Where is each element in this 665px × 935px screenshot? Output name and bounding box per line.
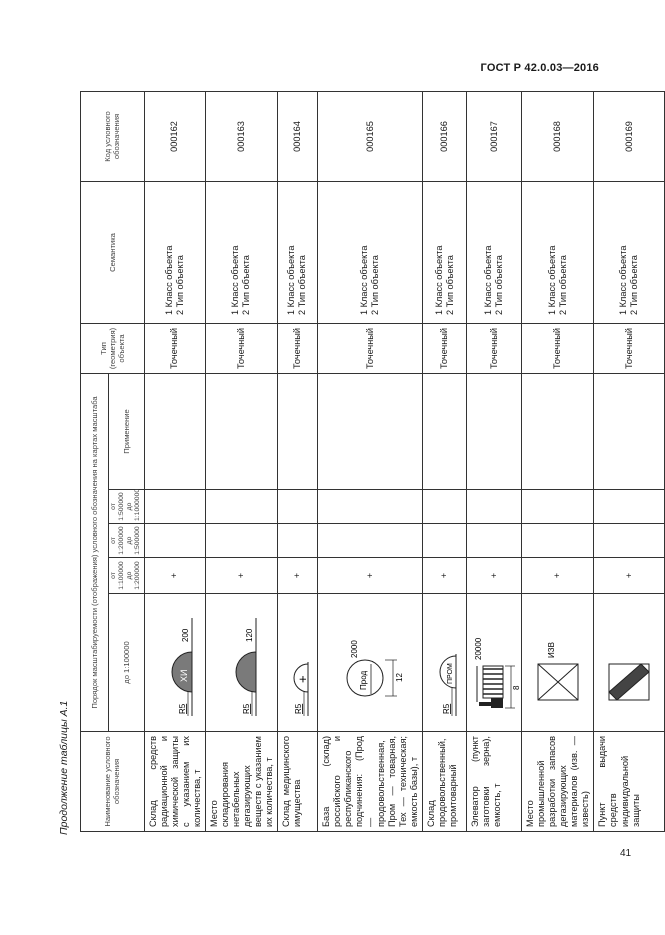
scale-2-mark: + <box>317 558 422 594</box>
semantics-cell <box>423 181 467 323</box>
geometry-cell: Точечный <box>467 323 522 373</box>
semantic-class: 1 Класс объекта <box>618 245 629 315</box>
scale-3-cell <box>594 524 665 558</box>
scale-2-mark: + <box>144 558 205 594</box>
caption-container <box>54 95 74 835</box>
scale-3-cell <box>205 524 277 558</box>
protective-equipment-icon <box>601 603 657 723</box>
semantic-class: 1 Класс объекта <box>286 245 297 315</box>
symbol-cell <box>522 594 594 732</box>
semantic-class: 1 Класс объекта <box>163 245 174 315</box>
symbol-name: Место складирования нетабельных дегазирующих веществ с указанием их количества, т <box>205 732 277 832</box>
dimension-label: 8 <box>512 686 522 691</box>
capacity-value: 200 <box>180 629 190 643</box>
symbol-cell <box>205 594 277 732</box>
scale-3-cell <box>522 524 594 558</box>
symbol-name: База (склад) российского и республиканского подчинения: (Прод — продовольственная, Пром — товарная, Тех — техническая; емкость базы), т <box>317 732 422 832</box>
symbol-name: Элеватор (пункт заготовки зерна), емкость, т <box>467 732 522 832</box>
semantics-cell <box>467 181 522 323</box>
header-note: Применение <box>109 373 145 489</box>
scale-2-mark: + <box>205 558 277 594</box>
note-cell <box>467 373 522 489</box>
scale-3-cell <box>317 524 422 558</box>
semantics-cell <box>522 181 594 323</box>
scale-4-cell <box>594 490 665 524</box>
symbol-cell <box>467 594 522 732</box>
base-warehouse-icon <box>335 603 405 723</box>
scale-2-mark: + <box>522 558 594 594</box>
code-cell: 000166 <box>423 91 467 181</box>
symbol-inner-text: Прод <box>359 671 369 691</box>
half-circle-degassing-icon <box>218 603 264 723</box>
code-cell: 000168 <box>522 91 594 181</box>
semantic-type: 2 Тип объекта <box>174 255 185 315</box>
table-row <box>144 91 205 831</box>
scale-2-mark: + <box>423 558 467 594</box>
note-cell <box>594 373 665 489</box>
semantics-cell <box>205 181 277 323</box>
semantic-class: 1 Класс объекта <box>433 245 444 315</box>
note-cell <box>205 373 277 489</box>
semantic-class: 1 Класс объекта <box>546 245 557 315</box>
note-cell <box>423 373 467 489</box>
table-caption: Продолжение таблицы А.1 <box>58 700 70 835</box>
symbol-cell <box>277 594 317 732</box>
geometry-cell: Точечный <box>594 323 665 373</box>
semantic-type: 2 Тип объекта <box>629 255 640 315</box>
semantics-cell <box>594 181 665 323</box>
scale-4-cell <box>522 490 594 524</box>
scale-4-cell <box>277 490 317 524</box>
table-container <box>80 92 641 832</box>
code-cell: 000167 <box>467 91 522 181</box>
medical-cross: + <box>295 675 311 684</box>
note-cell <box>277 373 317 489</box>
table-row <box>522 91 594 831</box>
geometry-cell: Точечный <box>423 323 467 373</box>
scale-2-mark: + <box>467 558 522 594</box>
scale-4-cell <box>317 490 422 524</box>
symbol-cell <box>423 594 467 732</box>
note-cell <box>522 373 594 489</box>
header-geometry: Тип (геометрия) объекта <box>81 323 145 373</box>
semantic-type: 2 Тип объекта <box>444 255 455 315</box>
symbol-name: Склад продовольственный, промтоварный <box>423 732 467 832</box>
header-name: Наименование условного обозначения <box>81 732 145 832</box>
table-row <box>277 91 317 831</box>
symbol-name: Склад медицинского имущества <box>277 732 317 832</box>
semantics-cell <box>317 181 422 323</box>
semantics-cell <box>144 181 205 323</box>
scale-3-cell <box>467 524 522 558</box>
table-row <box>205 91 277 831</box>
semantic-type: 2 Тип объекта <box>297 255 308 315</box>
capacity-value: 2000 <box>350 640 360 659</box>
geometry-cell: Точечный <box>144 323 205 373</box>
table-row <box>423 91 467 831</box>
header-scale-group: Порядок масштабируемости (отображения) условного обозначения на картах масштаба <box>81 373 109 731</box>
page-number: 41 <box>620 848 632 859</box>
table-row <box>594 91 665 831</box>
semantic-type: 2 Тип объекта <box>494 255 505 315</box>
symbol-cell <box>594 594 665 732</box>
elevator-icon <box>469 603 522 723</box>
code-cell: 000162 <box>144 91 205 181</box>
symbol-name: Пункт выдачи средств индивидуальной защиты <box>594 732 665 832</box>
symbols-table <box>80 91 665 832</box>
semantic-class: 1 Класс объекта <box>483 245 494 315</box>
header-row-1 <box>81 91 109 831</box>
scale-4-cell <box>467 490 522 524</box>
medical-warehouse-icon <box>280 603 314 723</box>
symbol-inner-text: ХИ <box>178 670 189 683</box>
symbol-name: Место промышленной разработки запасов дегазирующих материалов (изв. — известь) <box>522 732 594 832</box>
geometry-cell: Точечный <box>522 323 594 373</box>
header-semantics: Семантика <box>81 181 145 323</box>
crossed-box-icon <box>530 603 586 723</box>
symbol-inner-text: ПРОМ <box>446 663 454 685</box>
scale-4-cell <box>144 490 205 524</box>
symbol-cell <box>317 594 422 732</box>
scale-2-mark: + <box>277 558 317 594</box>
header-scale-1: до 1:100000 <box>109 594 145 732</box>
header-scale-3: от 1:200000 до 1:500000 <box>109 524 145 558</box>
half-circle-chemical-icon <box>150 603 200 723</box>
symbol-inner-text: ИЗВ <box>546 642 556 659</box>
code-cell: 000163 <box>205 91 277 181</box>
code-cell: 000165 <box>317 91 422 181</box>
semantic-class: 1 Класс объекта <box>359 245 370 315</box>
geometry-cell: Точечный <box>277 323 317 373</box>
symbol-cell <box>144 594 205 732</box>
geometry-cell: Точечный <box>317 323 422 373</box>
semantic-type: 2 Тип объекта <box>370 255 381 315</box>
semantic-type: 2 Тип объекта <box>241 255 252 315</box>
capacity-value: 20000 <box>474 638 484 661</box>
header-scale-2: от 1:100000 до 1:200000 <box>109 558 145 594</box>
scale-2-mark: + <box>594 558 665 594</box>
header-scale-4: от 1:500000 до 1:1000000 <box>109 490 145 524</box>
scale-3-cell <box>277 524 317 558</box>
radius-label: R5 <box>242 704 252 715</box>
scale-3-cell <box>423 524 467 558</box>
semantics-cell <box>277 181 317 323</box>
semantic-type: 2 Тип объекта <box>557 255 568 315</box>
standard-number: ГОСТ Р 42.0.03—2016 <box>480 62 599 74</box>
radius-label: R5 <box>441 704 451 715</box>
capacity-value: 120 <box>245 629 255 643</box>
scale-4-cell <box>423 490 467 524</box>
note-cell <box>144 373 205 489</box>
scale-4-cell <box>205 490 277 524</box>
radius-label: R5 <box>177 704 187 715</box>
scale-3-cell <box>144 524 205 558</box>
code-cell: 000169 <box>594 91 665 181</box>
dimension-label: 12 <box>395 673 405 683</box>
table-row <box>317 91 422 831</box>
food-warehouse-icon <box>426 603 464 723</box>
code-cell: 000164 <box>277 91 317 181</box>
symbol-name: Склад средств радиационной и химической защиты с указанием их количества, т <box>144 732 205 832</box>
table-row <box>467 91 522 831</box>
rotated-table <box>80 92 641 832</box>
geometry-cell: Точечный <box>205 323 277 373</box>
header-code: Код условного обозначения <box>81 91 145 181</box>
semantic-class: 1 Класс объекта <box>230 245 241 315</box>
note-cell <box>317 373 422 489</box>
radius-label: R5 <box>294 704 304 715</box>
